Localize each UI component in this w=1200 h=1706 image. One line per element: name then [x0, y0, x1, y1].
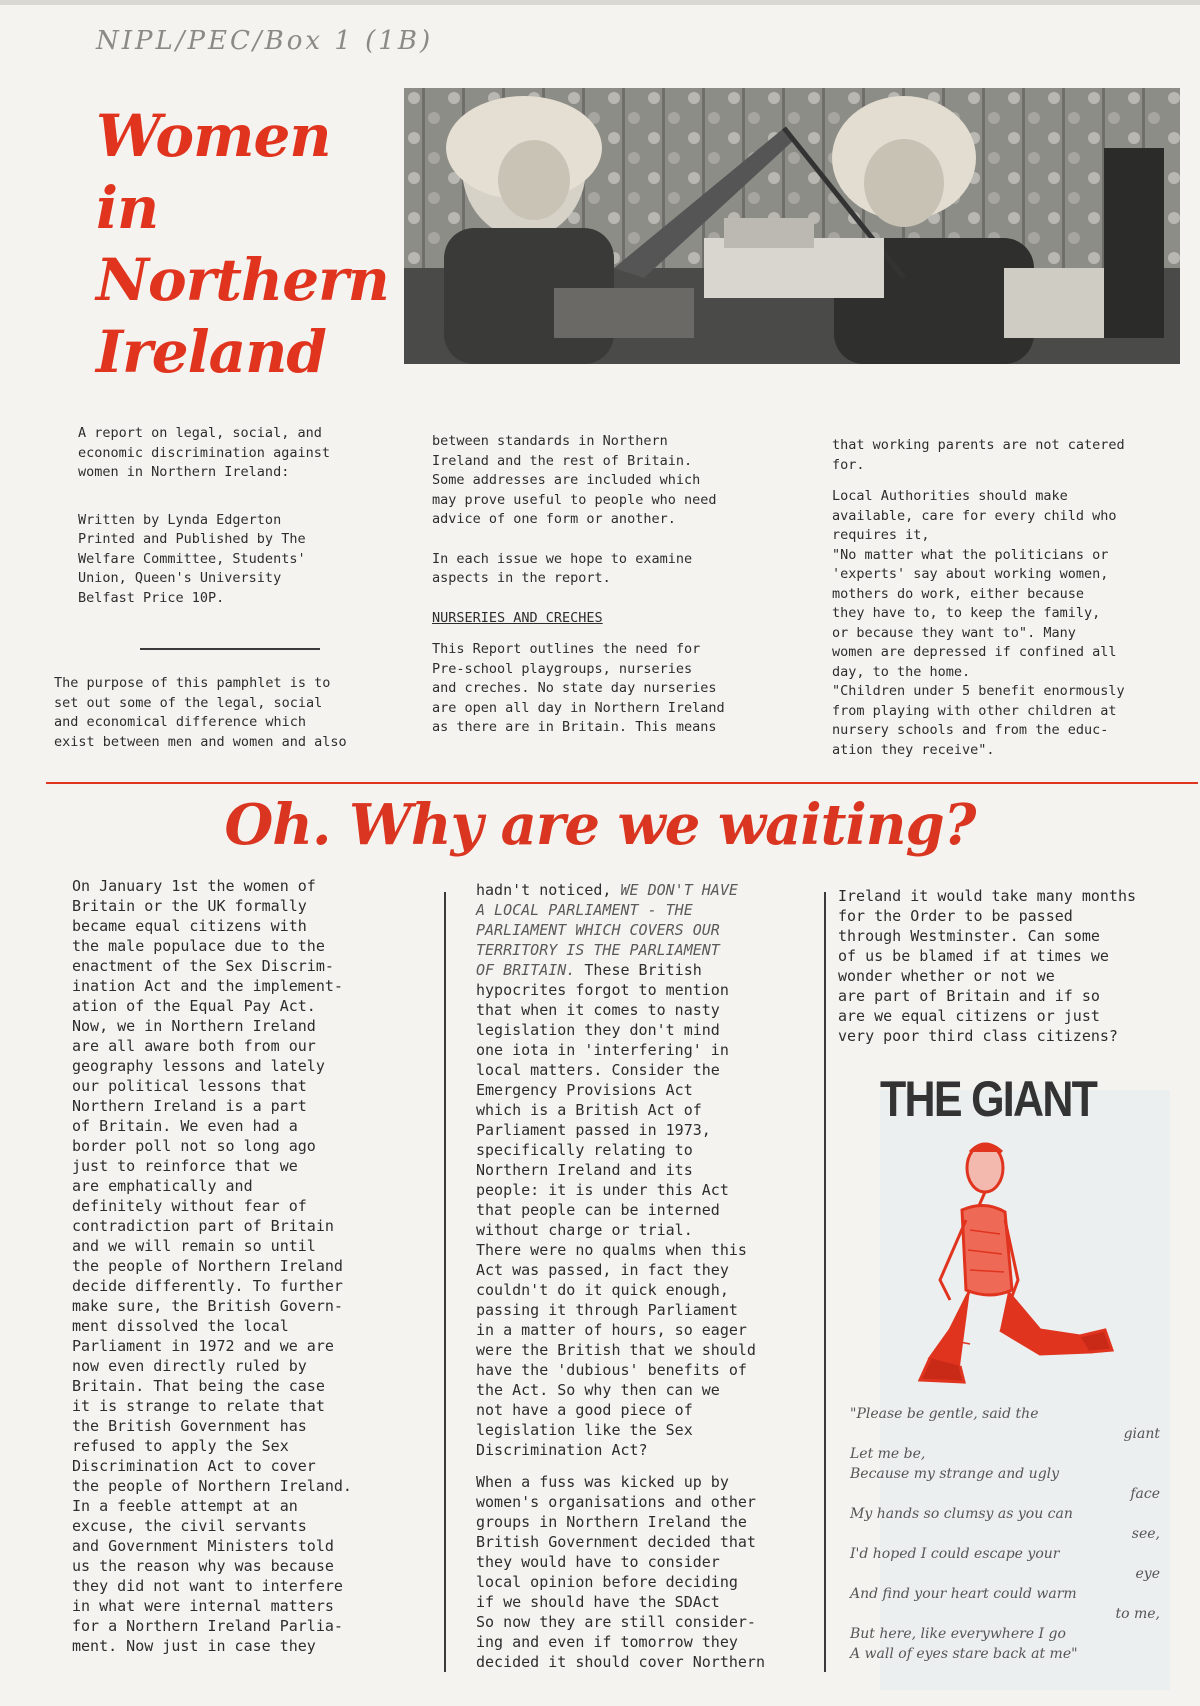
poem-line: face	[1130, 1486, 1160, 1502]
article-column-3	[838, 886, 1188, 1058]
article-col2-para-2: When a fuss was kicked up by women's organisations and other groups in Northern Ireland the British Government decided that they would have to consider local opinion before deciding if we should have the SDAct So now they are still consider- ing and even if tomorrow they decided it should cover Northern	[476, 1473, 765, 1671]
column-rule-2	[824, 892, 826, 1672]
article-col1-text: On January 1st the women of Britain or the UK formally became equal citizens with the male populace due to the enactment of the Sex Discrim- ination Act and the implement- ation of the Equal Pay Act. Now, we in Northern Ireland are all aware both from our geography lessons and lately our political lessons that Northern Ireland is a part of Britain. We even had a border poll not so long ago just to reinforce that we are emphatically and definitely without fear of contradiction part of Britain and we will remain so until the people of Northern Ireland decide differently. To further make sure, the British Govern- ment dissolved the local Parliament in 1972 and we are now even directly ruled by Britain. That being the case it is strange to relate that the British Government has refused to apply the Sex Discrimination Act to cover the people of Northern Ireland. In a feeble attempt at an excuse, the civil servants and Government Ministers told us the reason why was because they did not want to interfere in what were internal matters for a Northern Ireland Parlia- ment. Now just in case they	[72, 877, 352, 1655]
purpose-text: The purpose of this pamphlet is to set out some of the legal, social and economical difference which exist between men and women and also	[54, 675, 347, 750]
poem-line: Because my strange and ugly	[850, 1466, 1060, 1482]
intro-column-2	[432, 432, 812, 750]
intro-col2-para-3: This Report outlines the need for Pre-school playgroups, nurseries and creches. No state day nurseries are open all day in Northern Ireland as there are in Britain. This means	[432, 641, 725, 735]
article-column-1	[72, 876, 412, 1668]
title-line-1: Women	[96, 102, 331, 170]
intro-col2-para-2: In each issue we hope to examine aspects in the report.	[432, 550, 693, 586]
poem-line: A wall of eyes stare back at me"	[850, 1646, 1078, 1662]
title-line-2: in	[96, 174, 159, 242]
nurseries-heading: NURSERIES AND CRECHES	[432, 609, 603, 626]
giant-figure-illustration	[890, 1130, 1130, 1404]
masthead-title	[96, 100, 396, 388]
intro-col3-para-1: that working parents are not catered for.	[832, 437, 1125, 473]
title-line-3: Northern	[96, 246, 389, 314]
archive-reference: NIPL/PEC/Box 1 (1B)	[96, 26, 434, 56]
article-col2-rest: These British hypocrites forgot to mention that when it comes to nasty legislation they don't mind one iota in 'interfering' in local matters. Consider the Emergency Provisions Act which is a British Act of Parliament passed in 1973, specifically relating to Northern Ireland and its people: it is under this Act that people can be interned without charge or trial. There were no qualms when this Act was passed, in fact they couldn't do it quick enough, passing it through Parliament in a matter of hours, so eager were the British that we should have the 'dubious' benefits of the Act. So why then can we not have a good piece of legislation like the Sex Discrimination Act?	[476, 961, 756, 1459]
article-col2-lead: hadn't noticed,	[476, 881, 612, 899]
poem-line: giant	[1123, 1426, 1160, 1442]
scan-edge	[0, 0, 1200, 5]
intro-column-3	[832, 436, 1200, 772]
article-column-2	[476, 880, 816, 1684]
poem-line: eye	[1135, 1566, 1160, 1582]
article-headline: Oh. Why are we waiting?	[224, 792, 976, 858]
children-playing-photo	[404, 88, 1180, 364]
article-col2-emphasis: WE DON'T HAVE A LOCAL PARLIAMENT - THE PARLIAMENT WHICH COVERS OUR TERRITORY IS THE PARLIAMENT OF BRITAIN.	[476, 881, 738, 979]
intro-column-1-purpose	[54, 674, 414, 764]
intro-col2-para-1: between standards in Northern Ireland and the rest of Britain. Some addresses are included which may prove useful to people who need advice of one form or another.	[432, 433, 717, 527]
poem-line: "Please be gentle, said the	[850, 1406, 1039, 1422]
giant-poem	[850, 1404, 1160, 1664]
giant-title: THE GIANT	[880, 1071, 1097, 1127]
poem-line: But here, like everywhere I go	[850, 1626, 1066, 1642]
poem-line: see,	[1131, 1526, 1160, 1542]
intro-subtitle: A report on legal, social, and economic discrimination against women in Northern Ireland:	[78, 425, 330, 480]
poem-line: And find your heart could warm	[850, 1586, 1077, 1602]
article-col3-text: Ireland it would take many months for the Order to be passed through Westminster. Can some of us be blamed if at times we wonder whether or not we are part of Britain and if so are we equal citizens or just very poor third class citizens?	[838, 887, 1137, 1045]
section-divider	[46, 782, 1198, 784]
poem-line: My hands so clumsy as you can	[850, 1506, 1073, 1522]
separator-rule	[140, 648, 320, 650]
poem-line: Let me be,	[850, 1446, 926, 1462]
column-rule-1	[444, 892, 446, 1672]
intro-col3-para-2: Local Authorities should make available, care for every child who requires it, "No matter what the politicians or 'experts' say about working women, mothers do work, either because they have to, to keep the family, or because they want to". Many women are depressed if confined all day, to the home. "Children under 5 benefit enormously from playing with other children at nursery schools and from the educ- ation they receive".	[832, 488, 1125, 758]
poem-line: I'd hoped I could escape your	[850, 1546, 1060, 1562]
poem-line: to me,	[1115, 1606, 1160, 1622]
title-line-4: Ireland	[96, 318, 326, 386]
intro-column-1	[78, 424, 408, 620]
author-credit: Written by Lynda Edgerton Printed and Published by The Welfare Committee, Students' Union, Queen's University Belfast Price 10P.	[78, 511, 306, 606]
